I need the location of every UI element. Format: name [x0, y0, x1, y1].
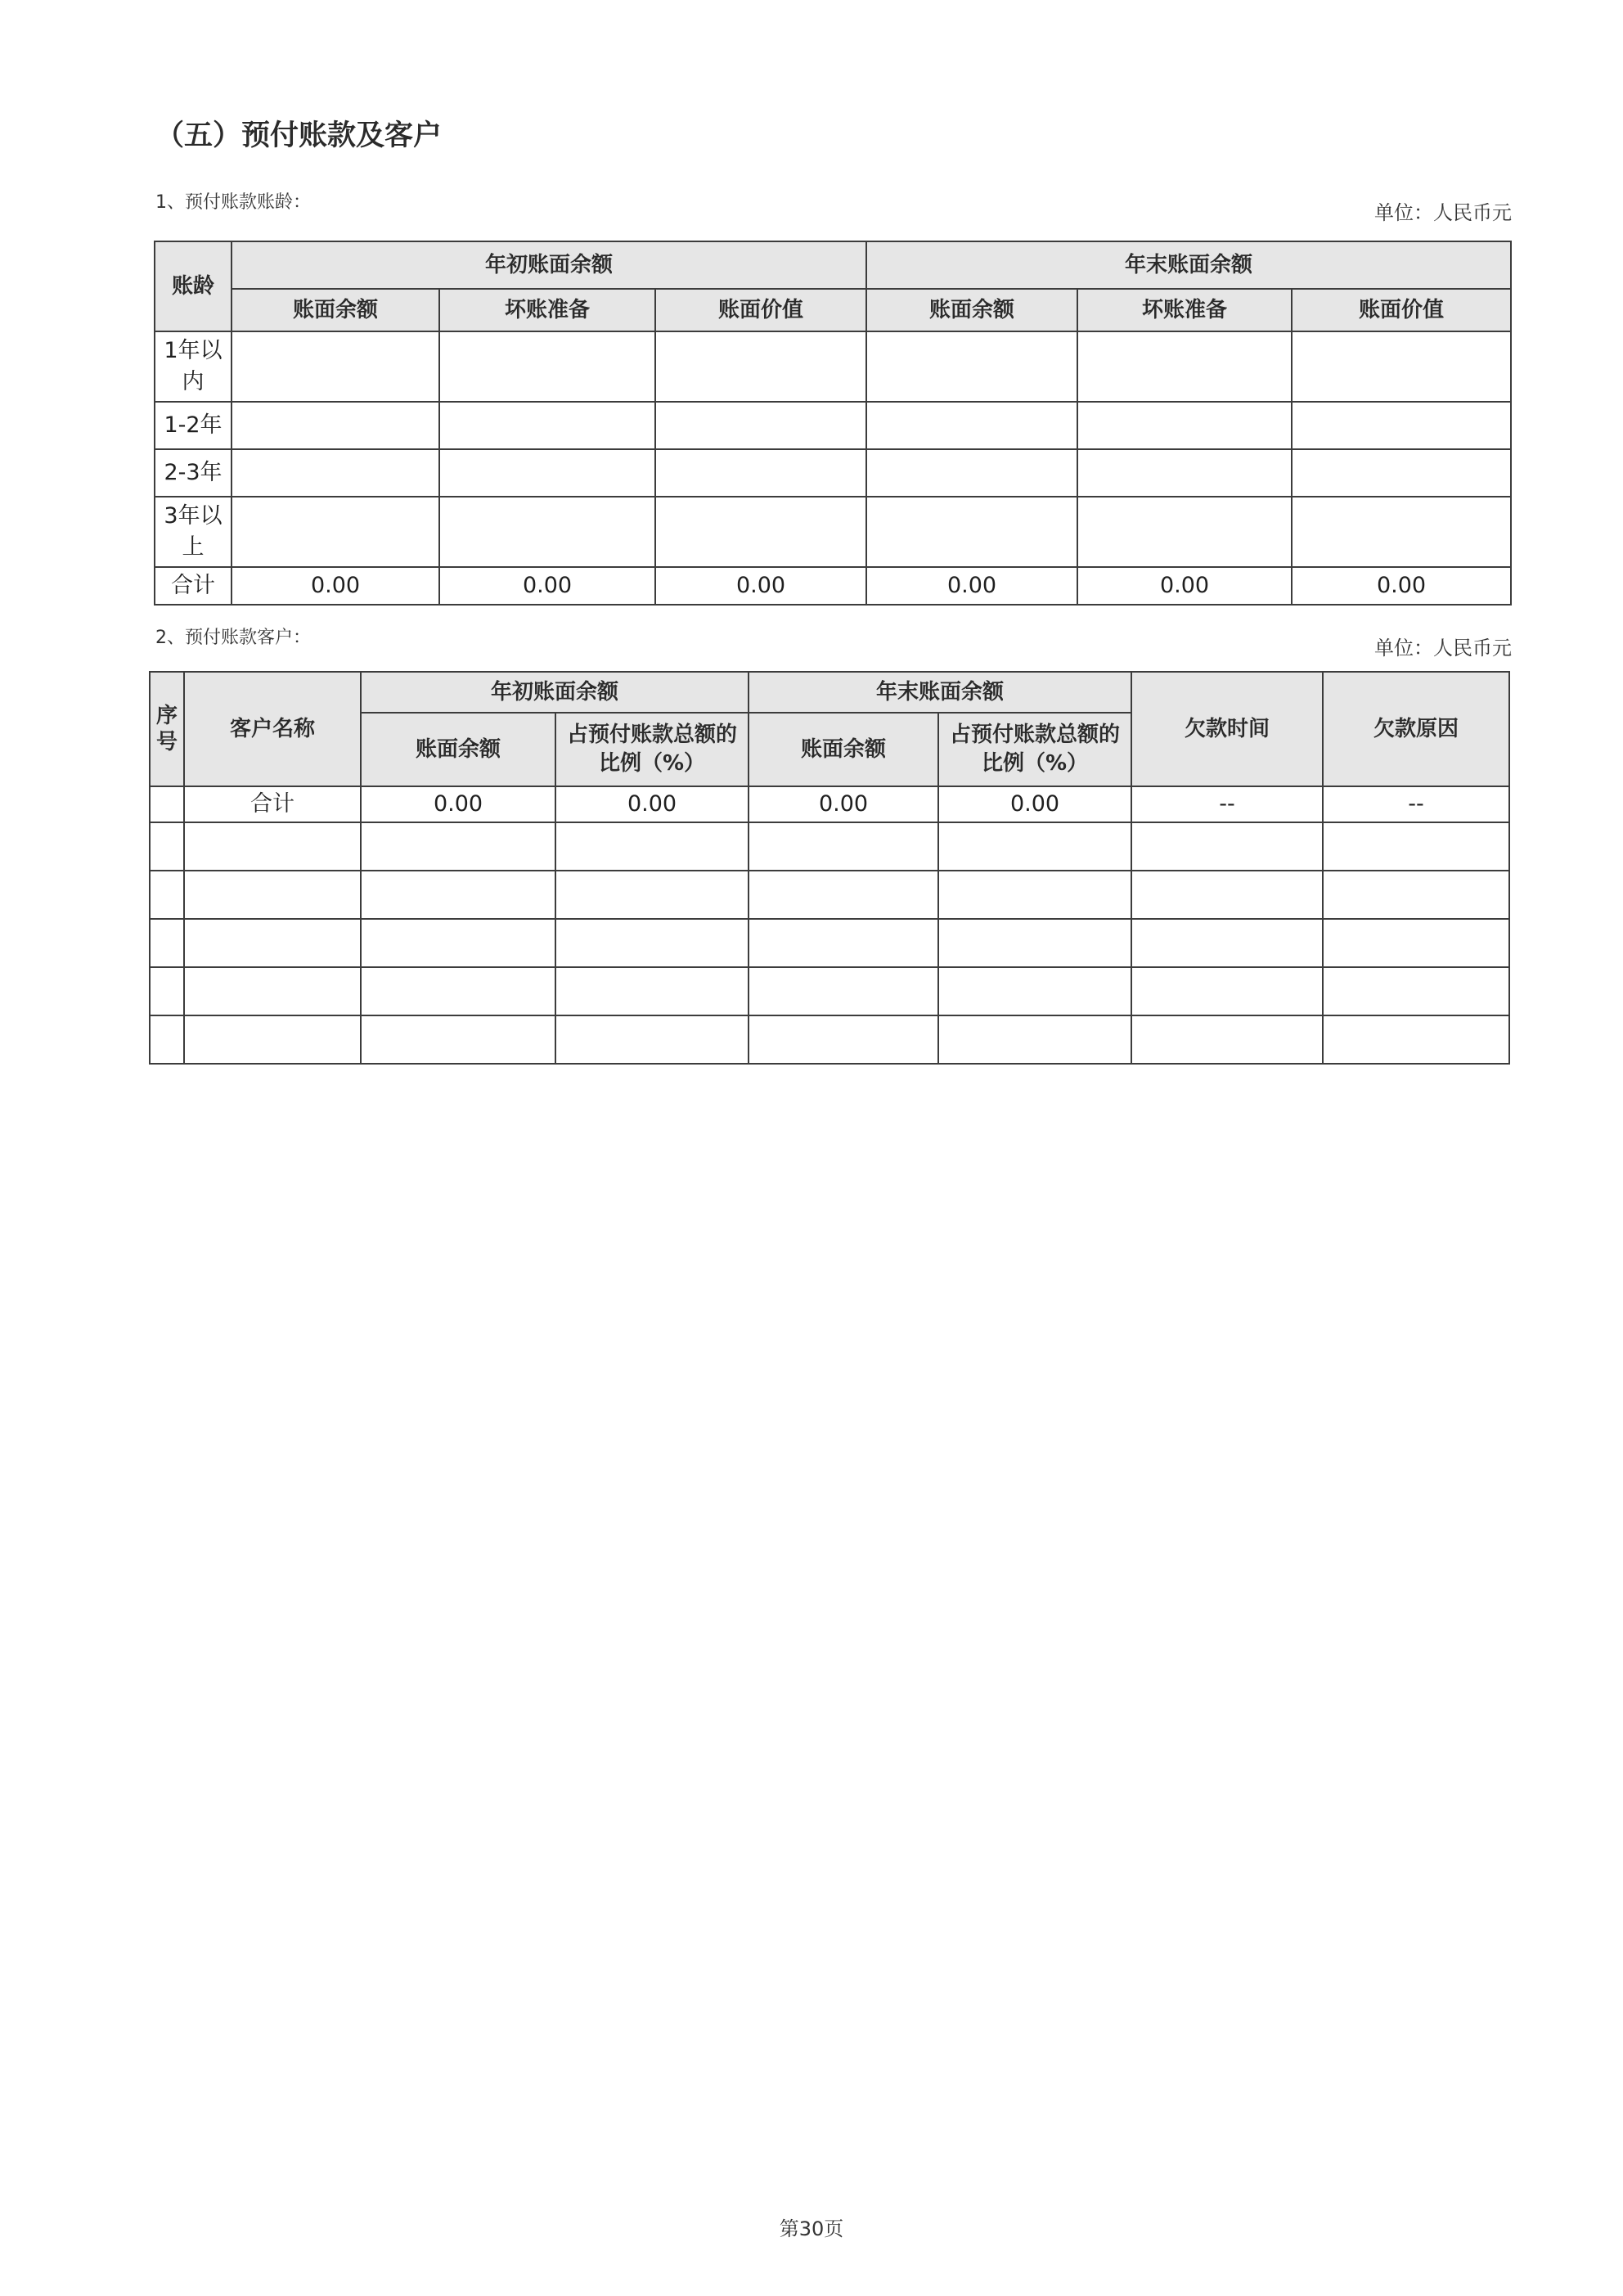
- table-cell: [1131, 919, 1323, 967]
- table-cell: 0.00: [1292, 567, 1511, 605]
- table-cell: [150, 919, 184, 967]
- table-cell: [361, 822, 555, 871]
- table-cell: [361, 1015, 555, 1064]
- table-cell: [1323, 919, 1509, 967]
- total-label: 合计: [184, 786, 361, 822]
- aging-col-header: 坏账准备: [439, 289, 655, 331]
- table-cell: [361, 871, 555, 919]
- customer-table: [149, 671, 1510, 1065]
- table-cell: [555, 871, 749, 919]
- table-cell: [184, 967, 361, 1015]
- seq-header: 序号: [150, 672, 184, 786]
- table-cell: [866, 497, 1077, 567]
- table-cell: [555, 919, 749, 967]
- aging-col-header: 账面余额: [232, 289, 439, 331]
- table-cell: [232, 497, 439, 567]
- table-cell: [232, 331, 439, 402]
- table-cell: [655, 497, 866, 567]
- aging-col-header: 坏账准备: [1077, 289, 1292, 331]
- table-cell: [1131, 1015, 1323, 1064]
- table1-caption: 1、预付账款账龄：: [155, 192, 311, 213]
- table-cell: 0.00: [866, 567, 1077, 605]
- table-cell: [749, 919, 938, 967]
- table-cell: [184, 1015, 361, 1064]
- table-cell: [1292, 331, 1511, 402]
- total-row: [150, 786, 1509, 822]
- table-cell: [749, 1015, 938, 1064]
- table-cell: [184, 919, 361, 967]
- table-cell: 0.00: [655, 567, 866, 605]
- table-row: [155, 402, 1511, 449]
- begin-balance-header: 年初账面余额: [361, 672, 749, 713]
- table-row: [150, 822, 1509, 871]
- table-cell: [184, 822, 361, 871]
- table-cell: --: [1131, 786, 1323, 822]
- table-row: [150, 1015, 1509, 1064]
- table-cell: [1131, 822, 1323, 871]
- table-cell: [866, 402, 1077, 449]
- table-cell: [1131, 871, 1323, 919]
- aging-row-label: 合计: [155, 567, 232, 605]
- table-cell: [1323, 967, 1509, 1015]
- end-balance-subheader: 账面余额: [749, 713, 938, 786]
- table-cell: [232, 402, 439, 449]
- table-cell: [439, 331, 655, 402]
- table-cell: [749, 871, 938, 919]
- table-row: [150, 871, 1509, 919]
- table-cell: --: [1323, 786, 1509, 822]
- table-cell: [555, 967, 749, 1015]
- aging-corner-header: 账龄: [155, 241, 232, 331]
- table-row: [155, 449, 1511, 497]
- aging-table: [154, 241, 1512, 606]
- table-cell: [150, 967, 184, 1015]
- table-cell: [655, 331, 866, 402]
- table-cell: 0.00: [555, 786, 749, 822]
- table-cell: [1077, 402, 1292, 449]
- table-cell: [555, 822, 749, 871]
- section-title: （五）预付账款及客户: [155, 119, 443, 152]
- table-cell: [1077, 331, 1292, 402]
- begin-balance-subheader: 账面余额: [361, 713, 555, 786]
- begin-ratio-subheader: 占预付账款总额的比例（%）: [555, 713, 749, 786]
- table-cell: [938, 822, 1131, 871]
- table-cell: [749, 967, 938, 1015]
- table-cell: [655, 449, 866, 497]
- table-cell: [1292, 497, 1511, 567]
- page-number: 第30页: [779, 2217, 844, 2240]
- arrears-reason-header: 欠款原因: [1323, 672, 1509, 786]
- table-cell: 0.00: [1077, 567, 1292, 605]
- table-cell: [749, 822, 938, 871]
- table-cell: [938, 919, 1131, 967]
- table-row: [155, 331, 1511, 402]
- table-cell: 0.00: [749, 786, 938, 822]
- table-cell: [439, 497, 655, 567]
- table-cell: 0.00: [439, 567, 655, 605]
- aging-row-label: 1年以内: [155, 331, 232, 402]
- table-cell: [655, 402, 866, 449]
- table2-caption: 2、预付账款客户：: [155, 628, 311, 648]
- table-cell: [938, 1015, 1131, 1064]
- table-cell: [232, 449, 439, 497]
- table-cell: [866, 331, 1077, 402]
- table-cell: [1077, 449, 1292, 497]
- table-row: [150, 967, 1509, 1015]
- table-cell: [150, 1015, 184, 1064]
- total-seq-cell: [150, 786, 184, 822]
- aging-col-header: 账面价值: [655, 289, 866, 331]
- table-cell: [1292, 402, 1511, 449]
- table-row: [155, 497, 1511, 567]
- table-cell: [150, 822, 184, 871]
- aging-col-header: 账面余额: [866, 289, 1077, 331]
- table-cell: [938, 871, 1131, 919]
- table-cell: [439, 449, 655, 497]
- table-cell: 0.00: [938, 786, 1131, 822]
- table-cell: 0.00: [232, 567, 439, 605]
- begin-balance-header: 年初账面余额: [232, 241, 866, 289]
- end-balance-header: 年末账面余额: [866, 241, 1511, 289]
- aging-row-label: 2-3年: [155, 449, 232, 497]
- table-cell: [1323, 871, 1509, 919]
- aging-row-label: 1-2年: [155, 402, 232, 449]
- table-cell: [1131, 967, 1323, 1015]
- table2-unit: 单位：人民币元: [1374, 637, 1512, 660]
- aging-col-header: 账面价值: [1292, 289, 1511, 331]
- table-cell: [1292, 449, 1511, 497]
- table-cell: [184, 871, 361, 919]
- aging-row-label: 3年以上: [155, 497, 232, 567]
- table-cell: [150, 871, 184, 919]
- table-cell: [1323, 1015, 1509, 1064]
- table-row: [150, 919, 1509, 967]
- table-cell: [555, 1015, 749, 1064]
- table-cell: [361, 967, 555, 1015]
- table-cell: [1077, 497, 1292, 567]
- table1-unit: 单位：人民币元: [1374, 201, 1512, 224]
- table-cell: [938, 967, 1131, 1015]
- customer-name-header: 客户名称: [184, 672, 361, 786]
- end-ratio-subheader: 占预付账款总额的比例（%）: [938, 713, 1131, 786]
- arrears-time-header: 欠款时间: [1131, 672, 1323, 786]
- table-cell: [866, 449, 1077, 497]
- table-cell: [1323, 822, 1509, 871]
- table-cell: [439, 402, 655, 449]
- end-balance-header: 年末账面余额: [749, 672, 1131, 713]
- table-row: [155, 567, 1511, 605]
- table-cell: [361, 919, 555, 967]
- table-cell: 0.00: [361, 786, 555, 822]
